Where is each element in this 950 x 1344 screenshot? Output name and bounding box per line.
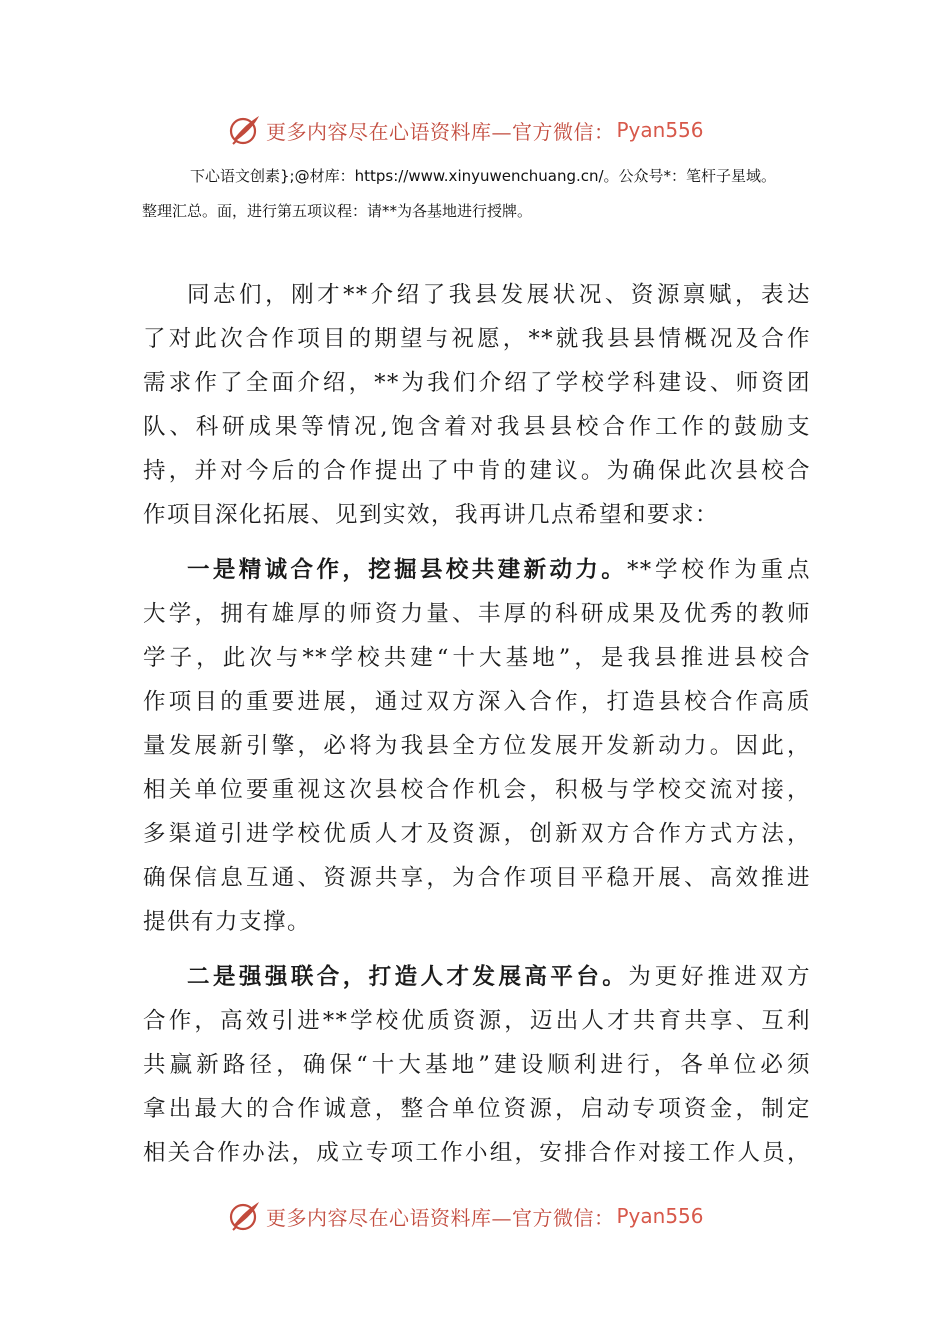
quill-logo-icon: [228, 1199, 262, 1233]
document-body: [143, 273, 811, 1186]
paragraph-point-one: [143, 548, 811, 944]
paragraph-point-two: [143, 955, 811, 1175]
header-banner: [228, 112, 748, 148]
footer-banner: [228, 1198, 748, 1234]
meta-line-2: 整理汇总。面，进行第五项议程：请**为各基地进行授牌。: [142, 202, 533, 220]
heading-continuation: 为更好推进双方: [628, 964, 811, 990]
text-line: 确保信息互通、资源共享，为合作项目平稳开展、高效推进: [143, 865, 811, 891]
text-line: 需求作了全面介绍，**为我们介绍了学校学科建设、师资团: [143, 370, 811, 396]
text-line: 多渠道引进学校优质人才及资源，创新双方合作方式方法，: [143, 821, 811, 847]
text-line: 合作，高效引进**学校优质资源，迈出人才共育共享、互利: [143, 1008, 811, 1034]
text-line: 队、科研成果等情况,饱含着对我县县校合作工作的鼓励支: [143, 414, 811, 440]
paragraph-intro: [143, 273, 811, 537]
text-line: [143, 548, 811, 592]
text-line: 了对此次合作项目的期望与祝愿，**就我县县情概况及合作: [143, 326, 811, 352]
text-line: 大学，拥有雄厚的师资力量、丰厚的科研成果及优秀的教师: [143, 601, 811, 627]
text-line: 提供有力支撑。: [143, 909, 312, 935]
text-line: 作项目深化拓展、见到实效，我再讲几点希望和要求：: [143, 502, 720, 528]
text-line: 量发展新引擎，必将为我县全方位发展开发新动力。因此，: [143, 733, 811, 759]
text-line: 持，并对今后的合作提出了中肯的建议。为确保此次县校合: [143, 458, 811, 484]
heading-continuation: **学校作为重点: [627, 557, 811, 583]
point-heading: 一是精诚合作，挖掘县校共建新动力。: [187, 557, 628, 583]
text-line: 学子，此次与**学校共建“十大基地”，是我县推进县校合: [143, 645, 811, 671]
text-line: 拿出最大的合作诚意，整合单位资源，启动专项资金，制定: [143, 1096, 811, 1122]
quill-logo-icon: [228, 113, 262, 147]
footer-wechat-id: Pyan556: [616, 1204, 704, 1228]
text-line: 相关单位要重视这次县校合作机会，积极与学校交流对接，: [143, 777, 811, 803]
header-wechat-id: Pyan556: [616, 118, 704, 142]
text-line: 作项目的重要进展，通过双方深入合作，打造县校合作高质: [143, 689, 811, 715]
text-line: [143, 955, 811, 999]
point-heading: 二是强强联合，打造人才发展高平台。: [187, 964, 629, 990]
footer-brand-text: 更多内容尽在心语资料库—官方微信：: [266, 1205, 615, 1230]
text-line: 同志们，刚才**介绍了我县发展状况、资源禀赋，表达: [187, 282, 811, 308]
meta-line-1: 下心语文创素};@材库：https://www.xinyuwenchuang.cn/。公众号*：笔杆子星域。: [190, 167, 777, 185]
text-line: 共赢新路径，确保“十大基地”建设顺利进行，各单位必须: [143, 1052, 811, 1078]
text-line: 相关合作办法，成立专项工作小组，安排合作对接工作人员，: [143, 1140, 811, 1166]
header-brand-text: 更多内容尽在心语资料库—官方微信：: [266, 119, 615, 144]
